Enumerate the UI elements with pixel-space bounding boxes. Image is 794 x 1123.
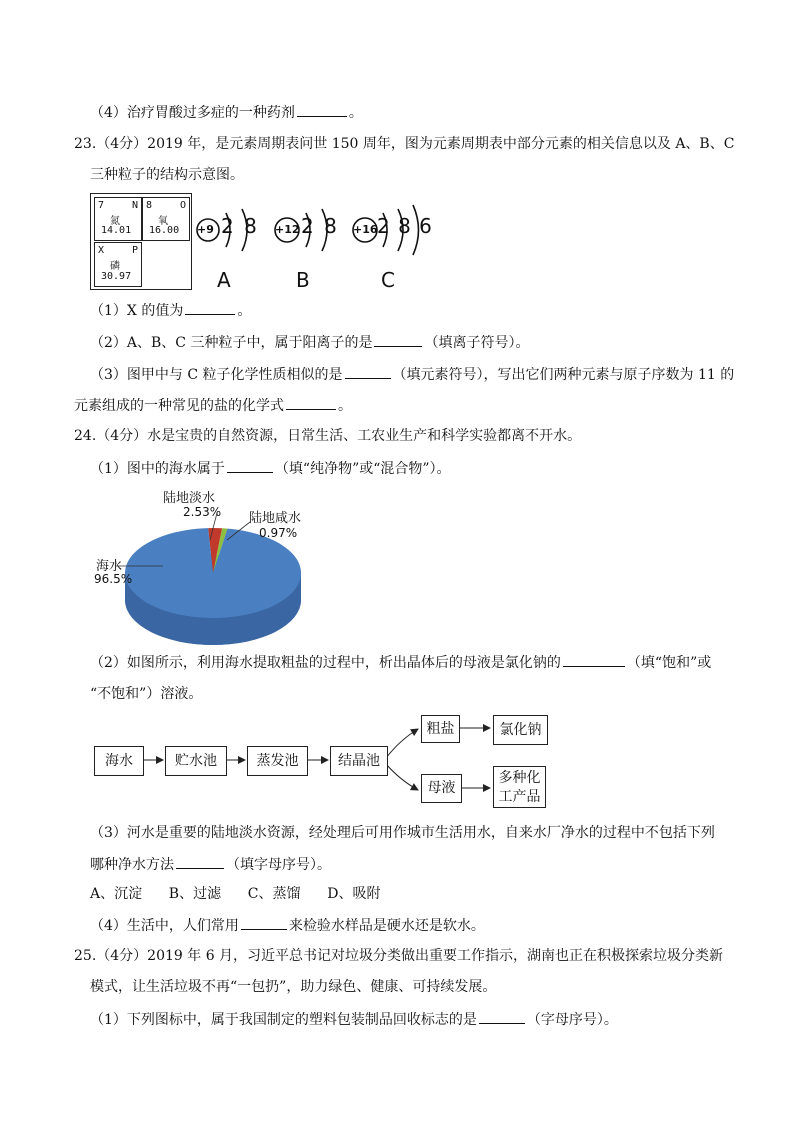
label-b: B <box>296 268 310 292</box>
flow-box-storage: 贮水池 <box>165 746 227 776</box>
q23-3-line-2 <box>74 395 352 416</box>
q25-1-suffix: （字母序号）。 <box>526 1012 618 1028</box>
q22-4-line <box>90 102 363 123</box>
q25-1-text: （1）下列图标中，属于我国制定的塑料包装制品回收标志的是 <box>90 1012 477 1028</box>
periodic-table-figure <box>90 193 192 290</box>
element-name: 氮 <box>110 216 120 227</box>
answer-blank[interactable] <box>185 300 235 315</box>
nucleus-b: +12 <box>275 223 300 236</box>
flow-box-seawater: 海水 <box>94 746 144 776</box>
answer-blank[interactable] <box>374 332 422 347</box>
shells-c: 2 8 6 <box>377 214 433 238</box>
nucleus-c: +16 <box>353 223 378 236</box>
answer-blank[interactable] <box>297 102 347 117</box>
atomic-mass: 14.01 <box>101 225 132 236</box>
q24-3-line: （3）河水是重要的陆地淡水资源，经处理后可用作城市生活用水，自来水厂净水的过程中不包括下列 <box>90 825 715 841</box>
atomic-mass: 30.97 <box>101 271 132 282</box>
q23-3-text-2: 元素组成的一种常见的盐的化学式 <box>74 398 284 414</box>
q24-1-suffix: （填“纯净物”或“混合物”）。 <box>274 461 451 477</box>
pie-label-seawater: 海水 <box>96 559 123 574</box>
q25-1-line <box>90 1009 618 1030</box>
pie-value-seawater: 96.5% <box>94 572 133 586</box>
label-c: C <box>381 268 395 292</box>
q24-4-text: （4）生活中，人们常用 <box>90 918 239 934</box>
flow-box-chemicals <box>493 766 546 808</box>
q23-3-line <box>90 364 734 385</box>
answer-blank[interactable] <box>345 364 391 379</box>
q25-stem-1: 25.（4分）2019 年 6 月，习近平总书记对垃圾分类做出重要工作指示，湖南也正在积极探索垃圾分类新 <box>74 948 724 964</box>
pie-label-freshwater: 陆地淡水 <box>163 491 216 506</box>
q22-4-text: （4）治疗胃酸过多症的一种药剂 <box>90 105 295 121</box>
water-distribution-pie-chart <box>95 478 355 648</box>
answer-blank[interactable] <box>563 652 625 667</box>
atomic-mass: 16.00 <box>149 225 180 236</box>
q24-3-suffix: （填字母序号）。 <box>226 857 331 873</box>
pie-label-saltwater: 陆地咸水 <box>249 511 302 526</box>
q24-2-suffix: （填“饱和”或 <box>626 655 712 671</box>
pie-value-saltwater: 0.97% <box>259 526 298 540</box>
element-name: 磷 <box>110 261 120 272</box>
q24-3-text: 哪种净水方法 <box>90 857 174 873</box>
q24-3-options: A、沉淀 B、过滤 C、蒸馏 D、吸附 <box>90 886 381 902</box>
answer-blank[interactable] <box>241 915 287 930</box>
label-a: A <box>217 268 231 292</box>
period: 。 <box>348 105 363 121</box>
q25-stem-2: 模式，让生活垃圾不再“一包扔”，助力绿色、健康、可持续发展。 <box>90 979 497 995</box>
flow-box-crude-salt: 粗盐 <box>421 715 460 743</box>
answer-blank[interactable] <box>286 395 336 410</box>
q23-stem-2: 三种粒子的结构示意图。 <box>90 167 244 183</box>
q24-4-suffix: 来检验水样品是硬水还是软水。 <box>288 918 485 934</box>
element-symbol: P <box>131 245 138 256</box>
flow-box-nacl: 氯化钠 <box>493 715 548 745</box>
atomic-number: 8 <box>146 200 153 211</box>
q24-2-line <box>90 652 711 673</box>
element-cell-n <box>94 197 142 241</box>
q24-1-text: （1）图中的海水属于 <box>90 461 225 477</box>
q23-3-suffix: （填元素符号），写出它们两种元素与原子序数为 11 的 <box>392 367 735 383</box>
period: 。 <box>338 398 352 414</box>
nucleus-a: +9 <box>197 223 214 236</box>
q23-2-text: （2）A、B、C 三种粒子中，属于阳离子的是 <box>90 335 373 351</box>
period: 。 <box>237 303 252 319</box>
element-symbol: O <box>179 200 186 211</box>
answer-blank[interactable] <box>479 1009 525 1024</box>
q24-3-line-2 <box>90 854 331 875</box>
q23-1-line <box>90 300 251 321</box>
q23-stem-1: 23.（4分）2019 年，是元素周期表问世 150 周年，图为元素周期表中部分元素的相关信息以及 A、B、C <box>74 136 735 152</box>
flow-box-evaporation: 蒸发池 <box>247 746 308 776</box>
flow-chemicals-line-1: 多种化 <box>498 770 541 786</box>
answer-blank[interactable] <box>227 458 273 473</box>
q24-2-text: （2）如图所示，利用海水提取粗盐的过程中，析出晶体后的母液是氯化钠的 <box>90 655 561 671</box>
flow-box-crystallization: 结晶池 <box>330 746 388 776</box>
atomic-number: 7 <box>98 200 105 211</box>
shells-a: 2 8 <box>221 214 259 238</box>
pie-value-freshwater: 2.53% <box>183 505 222 519</box>
q24-stem: 24.（4分）水是宝贵的自然资源，日常生活、工农业生产和科学实验都离不开水。 <box>74 428 582 444</box>
atomic-number: X <box>98 245 105 256</box>
q23-3-text: （3）图甲中与 C 粒子化学性质相似的是 <box>90 367 343 383</box>
q24-2-line-2: “不饱和”）溶液。 <box>90 686 203 702</box>
q23-2-suffix: （填离子符号）。 <box>424 335 530 351</box>
element-symbol: N <box>131 200 138 211</box>
shells-b: 2 8 <box>301 214 339 238</box>
element-name: 氧 <box>158 216 168 227</box>
q23-1-text: （1）X 的值为 <box>90 303 184 319</box>
answer-blank[interactable] <box>176 854 224 869</box>
q23-2-line <box>90 332 529 353</box>
element-cell-o <box>142 197 190 241</box>
q24-1-line <box>90 458 451 479</box>
q24-4-line <box>90 915 485 936</box>
element-cell-p <box>94 242 142 287</box>
flow-chemicals-line-2: 工产品 <box>498 789 541 805</box>
flow-box-mother-liquor: 母液 <box>421 774 462 803</box>
